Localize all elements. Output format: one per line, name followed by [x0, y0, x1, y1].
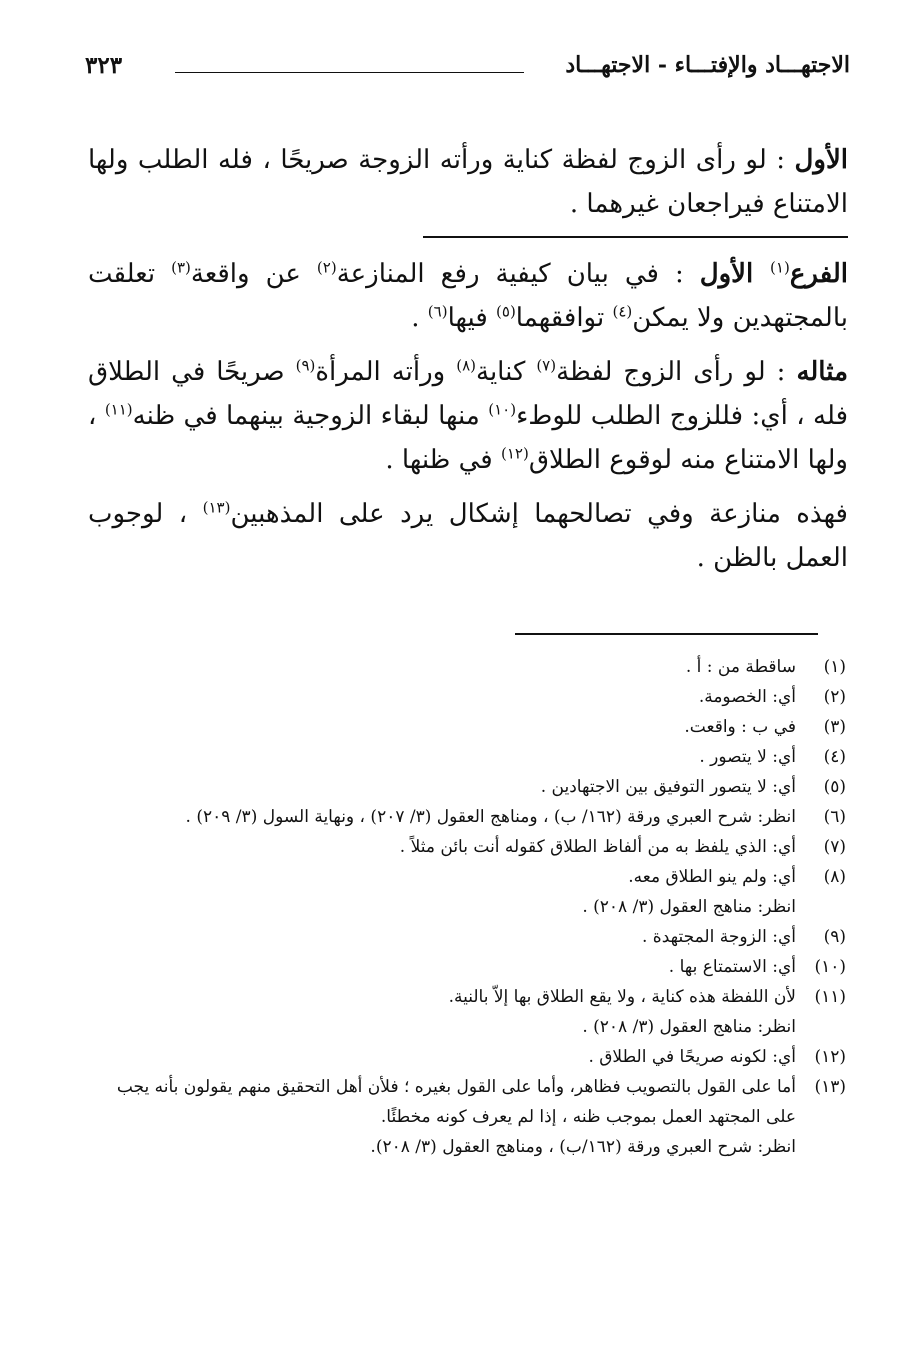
page-number: ٣٢٣ — [85, 52, 123, 79]
text-run: ، ولها الامتناع منه لوقوع الطلاق — [88, 401, 848, 475]
footnote-text: أي: لا يتصور التوفيق بين الاجتهادين . — [540, 777, 796, 797]
paragraph-branch — [88, 252, 848, 340]
footnote-ref[interactable]: (١) — [770, 258, 790, 277]
footnote-text: أما على القول بالتصويب فظاهر، وأما على القول بغيره ؛ فلأن أهل التحقيق منهم يقولون بأنه يجب على المجتهد العمل بموجب ظنه ، إذا لم يعرف كونه مخطئًا. — [116, 1077, 796, 1127]
footnote-text: في ب : واقعت. — [684, 717, 796, 737]
footnote-text: أي: الاستمتاع بها . — [668, 957, 796, 977]
footnote-separator — [515, 633, 818, 635]
footnote-number: (١) — [823, 657, 846, 677]
footnote-item — [85, 832, 850, 862]
footnote-text: أي: لكونه صريحًا في الطلاق . — [588, 1047, 796, 1067]
branch-word: الفرع — [789, 259, 848, 289]
text-run: كناية — [476, 357, 537, 387]
footnote-item — [85, 742, 850, 772]
footnote-number: (١٠) — [814, 957, 846, 977]
footnote-item — [85, 922, 850, 952]
footnote-number: (٢) — [823, 687, 846, 707]
footnote-item — [85, 952, 850, 982]
footnote-ref[interactable]: (١٢) — [501, 444, 529, 463]
text-run: . — [411, 303, 428, 333]
footnote-text: ساقطة من : أ . — [685, 657, 796, 677]
footnote-number: (٥) — [823, 777, 846, 797]
footnote-ref[interactable]: (٩) — [295, 356, 316, 375]
footnote-ref[interactable]: (٢) — [316, 258, 337, 277]
footnote-ref[interactable]: (٨) — [456, 356, 476, 375]
footnote-number: (٤) — [823, 747, 846, 767]
footnote-number: (١٢) — [814, 1047, 846, 1067]
paragraph-example — [88, 350, 848, 482]
branch-first: الأول — [699, 259, 771, 289]
text-run: صريحًا في الطلاق فله ، أي: فللزوج الطلب للوطء — [88, 357, 849, 431]
footnote-item — [85, 712, 850, 742]
text-run: ورأته المرأة — [315, 357, 457, 387]
footnotes — [85, 652, 850, 1162]
footnote-item — [85, 682, 850, 712]
footnote-item — [85, 1072, 850, 1132]
footnote-text: أي: الذي يلفظ به من ألفاظ الطلاق كقوله أنت بائن مثلاً . — [399, 837, 796, 857]
footnote-continuation: انظر: شرح العبري ورقة (١٦٢/ب) ، ومناهج العقول (٣/ ٢٠٨). — [370, 1137, 796, 1157]
footnote-item — [85, 772, 850, 802]
intro-lead: الأول — [794, 145, 848, 175]
paragraph-conclusion — [88, 492, 848, 580]
footnote-item — [85, 802, 850, 832]
footnote-text: أي: لا يتصور . — [699, 747, 796, 767]
footnote-text: انظر: شرح العبري ورقة (١٦٢/ ب) ، ومناهج العقول (٣/ ٢٠٧) ، ونهاية السول (٣/ ٢٠٩) . — [185, 807, 796, 827]
text-run: منها لبقاء الزوجية بينهما في ظنه — [132, 401, 489, 431]
text-run: في ظنها . — [385, 445, 501, 475]
footnote-number: (٩) — [823, 927, 846, 947]
footnote-ref[interactable]: (١١) — [104, 400, 133, 419]
footnote-number: (٧) — [823, 837, 846, 857]
section-divider — [423, 236, 848, 238]
text-run: : في بيان كيفية رفع المنازعة — [336, 259, 700, 289]
footnote-number: (٣) — [823, 717, 846, 737]
footnote-item — [85, 1042, 850, 1072]
footnote-ref[interactable]: (٤) — [612, 302, 633, 321]
text-run: تعلقت بالمجتهدين ولا يمكن — [88, 259, 848, 333]
footnote-number: (٨) — [823, 867, 846, 887]
example-lead: مثاله — [796, 357, 848, 387]
footnote-ref[interactable]: (١٠) — [488, 400, 517, 419]
footnote-continuation: انظر: مناهج العقول (٣/ ٢٠٨) . — [582, 1017, 796, 1037]
footnote-number: (١١) — [814, 987, 846, 1007]
text-run: فيها — [447, 303, 497, 333]
main-text — [88, 138, 848, 590]
intro-paragraph — [88, 138, 848, 226]
footnote-ref[interactable]: (١٣) — [202, 498, 231, 517]
page-header — [85, 52, 850, 92]
footnote-text: لأن اللفظة هذه كناية ، ولا يقع الطلاق بها إلاّ بالنية. — [448, 987, 796, 1007]
footnote-item — [85, 982, 850, 1012]
intro-text: : لو رأى الزوج لفظة كناية ورأته الزوجة صريحًا ، فله الطلب ولها الامتناع فيراجعان غيرهما . — [88, 145, 848, 219]
footnote-item — [85, 862, 850, 892]
footnote-item — [85, 652, 850, 682]
footnote-continuation: انظر: مناهج العقول (٣/ ٢٠٨) . — [582, 897, 796, 917]
text-run: عن واقعة — [190, 259, 317, 289]
text-run: : لو رأى الزوج لفظة — [556, 357, 797, 387]
text-run: توافقهما — [515, 303, 613, 333]
footnote-text: أي: الخصومة. — [698, 687, 796, 707]
footnote-text: أي: الزوجة المجتهدة . — [642, 927, 796, 947]
footnote-ref[interactable]: (٥) — [496, 302, 516, 321]
header-rule — [175, 72, 524, 73]
footnote-number: (١٣) — [814, 1077, 846, 1097]
footnote-ref[interactable]: (٦) — [427, 302, 448, 321]
text-run: ، لوجوب العمل بالظن . — [88, 499, 848, 573]
running-title: الاجتهـــاد والإفتـــاء - الاجتهـــاد — [565, 52, 850, 78]
text-run: فهذه منازعة وفي تصالحهما إشكال يرد على المذهبين — [230, 499, 848, 529]
footnote-ref[interactable]: (٧) — [536, 356, 557, 375]
footnote-number: (٦) — [823, 807, 846, 827]
footnote-text: أي: ولم ينو الطلاق معه. — [628, 867, 796, 887]
footnote-ref[interactable]: (٣) — [171, 258, 191, 277]
